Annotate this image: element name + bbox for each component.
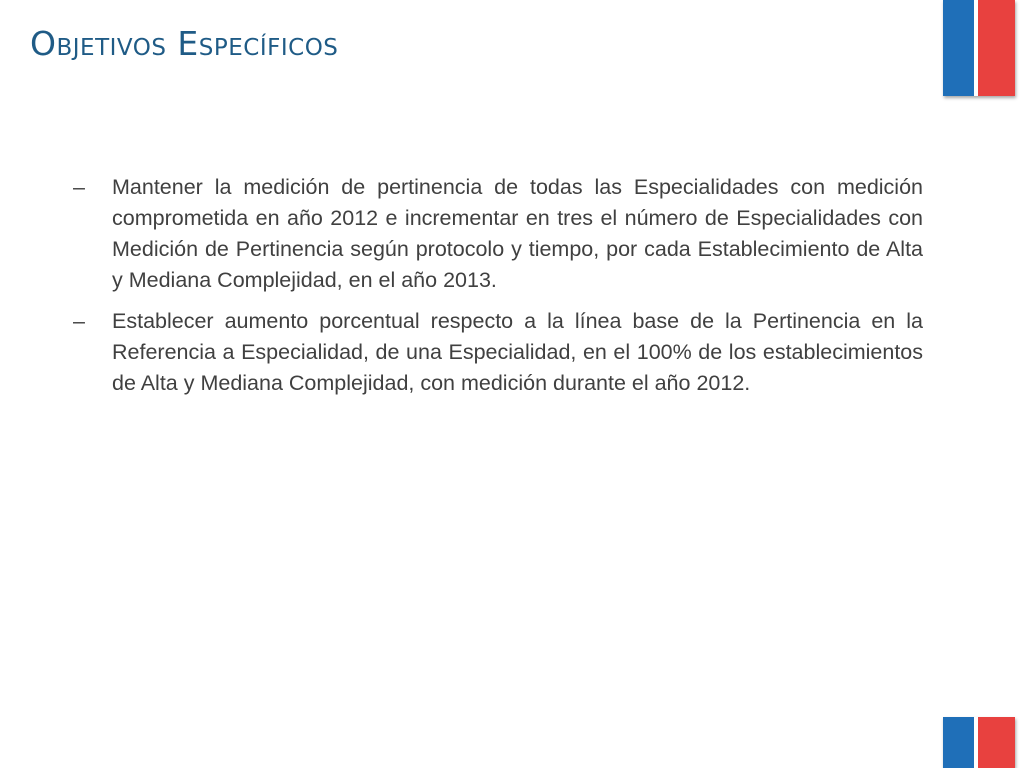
flag-blue-stripe [943,0,974,96]
chile-flag-logo-top [943,0,1015,96]
bullet-text: Establecer aumento porcentual respecto a la línea base de la Pertinencia en la Referencia a Especialidad, de una Especialidad, en el 100% de los establecimientos de Alta y Mediana Complejidad, con medición durante el año 2012. [112,309,923,395]
bullet-item-1 [73,172,923,296]
flag-red-stripe [978,717,1015,768]
bullet-dash: – [73,175,85,199]
bullet-dash: – [73,309,85,333]
chile-flag-logo-bottom [943,717,1015,768]
bullet-text: Mantener la medición de pertinencia de todas las Especialidades con medición comprometida en año 2012 e incrementar en tres el número de Especialidades con Medición de Pertinencia según protocolo y tiempo, por cada Establecimiento de Alta y Mediana Complejidad, en el año 2013. [112,175,923,292]
flag-blue-stripe [943,717,974,768]
flag-red-stripe [978,0,1015,96]
bullet-item-2 [73,306,923,399]
slide-title: Objetivos Específicos [30,24,339,63]
bullet-list [73,172,923,409]
